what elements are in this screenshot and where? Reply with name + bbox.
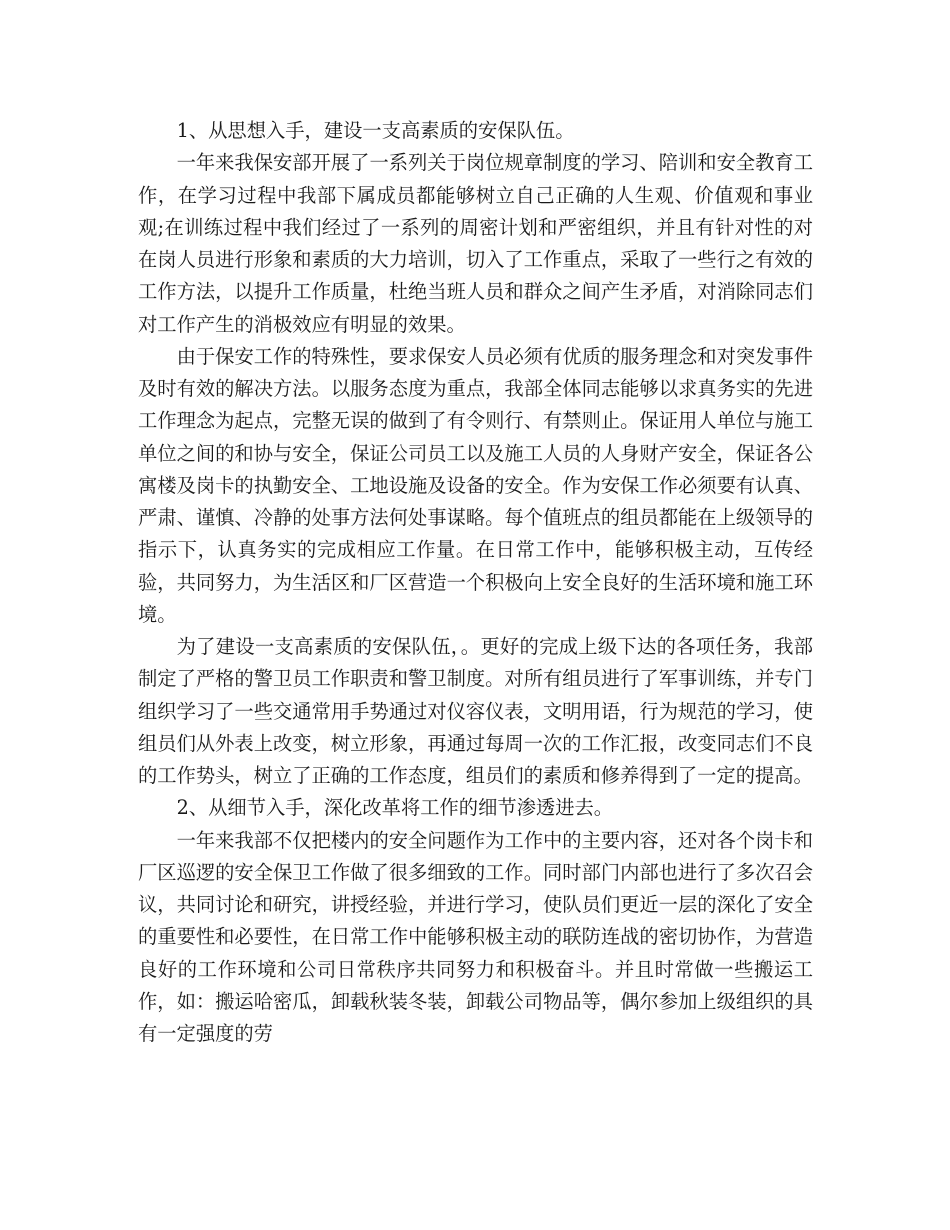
- section-heading-1: 1、从思想入手，建设一支高素质的安保队伍。: [176, 119, 575, 142]
- document-body: [138, 115, 813, 1050]
- paragraph-1: 一年来我保安部开展了一系列关于岗位规章制度的学习、陪训和安全教育工作，在学习过程中我部下属成员都能够树立自己正确的人生观、价值观和事业观;在训练过程中我们经过了一系列的周密计划和严密组织，并且有针对性的对在岗人员进行形象和素质的大力培训，切入了工作重点，采取了一些行之有效的工作方法，以提升工作质量，杜绝当班人员和群众之间产生矛盾，对消除同志们对工作产生的消极效应有明显的效果。: [138, 151, 813, 336]
- paragraph-4: 一年来我部不仅把楼内的安全问题作为工作中的主要内容，还对各个岗卡和厂区巡逻的安全保卫工作做了很多细致的工作。同时部门内部也进行了多次召会议，共同讨论和研究，讲授经验，并进行学习，使队员们更近一层的深化了安全的重要性和必要性，在日常工作中能够积极主动的联防连战的密切协作，为营造良好的工作环境和公司日常秩序共同努力和积极奋斗。并且时常做一些搬运工作，如：搬运哈密瓜，卸载秋装冬装，卸载公司物品等，偶尔参加上级组织的具有一定强度的劳: [138, 828, 813, 1045]
- paragraph-2: 由于保安工作的特殊性，要求保安人员必须有优质的服务理念和对突发事件及时有效的解决方法。以服务态度为重点，我部全体同志能够以求真务实的先进工作理念为起点，完整无误的做到了有令则行、有禁则止。保证用人单位与施工单位之间的和协与安全，保证公司员工以及施工人员的人身财产安全，保证各公寓楼及岗卡的执勤安全、工地设施及设备的安全。作为安保工作必须要有认真、严肃、谨慎、冷静的处事方法何处事谋略。每个值班点的组员都能在上级领导的指示下，认真务实的完成相应工作量。在日常工作中，能够积极主动，互传经验，共同努力，为生活区和厂区营造一个积极向上安全良好的生活环境和施工环境。: [138, 344, 813, 626]
- paragraph-3: 为了建设一支高素质的安保队伍，。更好的完成上级下达的各项任务，我部制定了严格的警卫员工作职责和警卫制度。对所有组员进行了军事训练，并专门组织学习了一些交通常用手势通过对仪容仪表，文明用语，行为规范的学习，使组员们从外表上改变，树立形象，再通过每周一次的工作汇报，改变同志们不良的工作势头，树立了正确的工作态度，组员们的素质和修养得到了一定的提高。: [138, 635, 813, 787]
- section-heading-2: 2、从细节入手，深化改革将工作的细节渗透进去。: [176, 796, 614, 820]
